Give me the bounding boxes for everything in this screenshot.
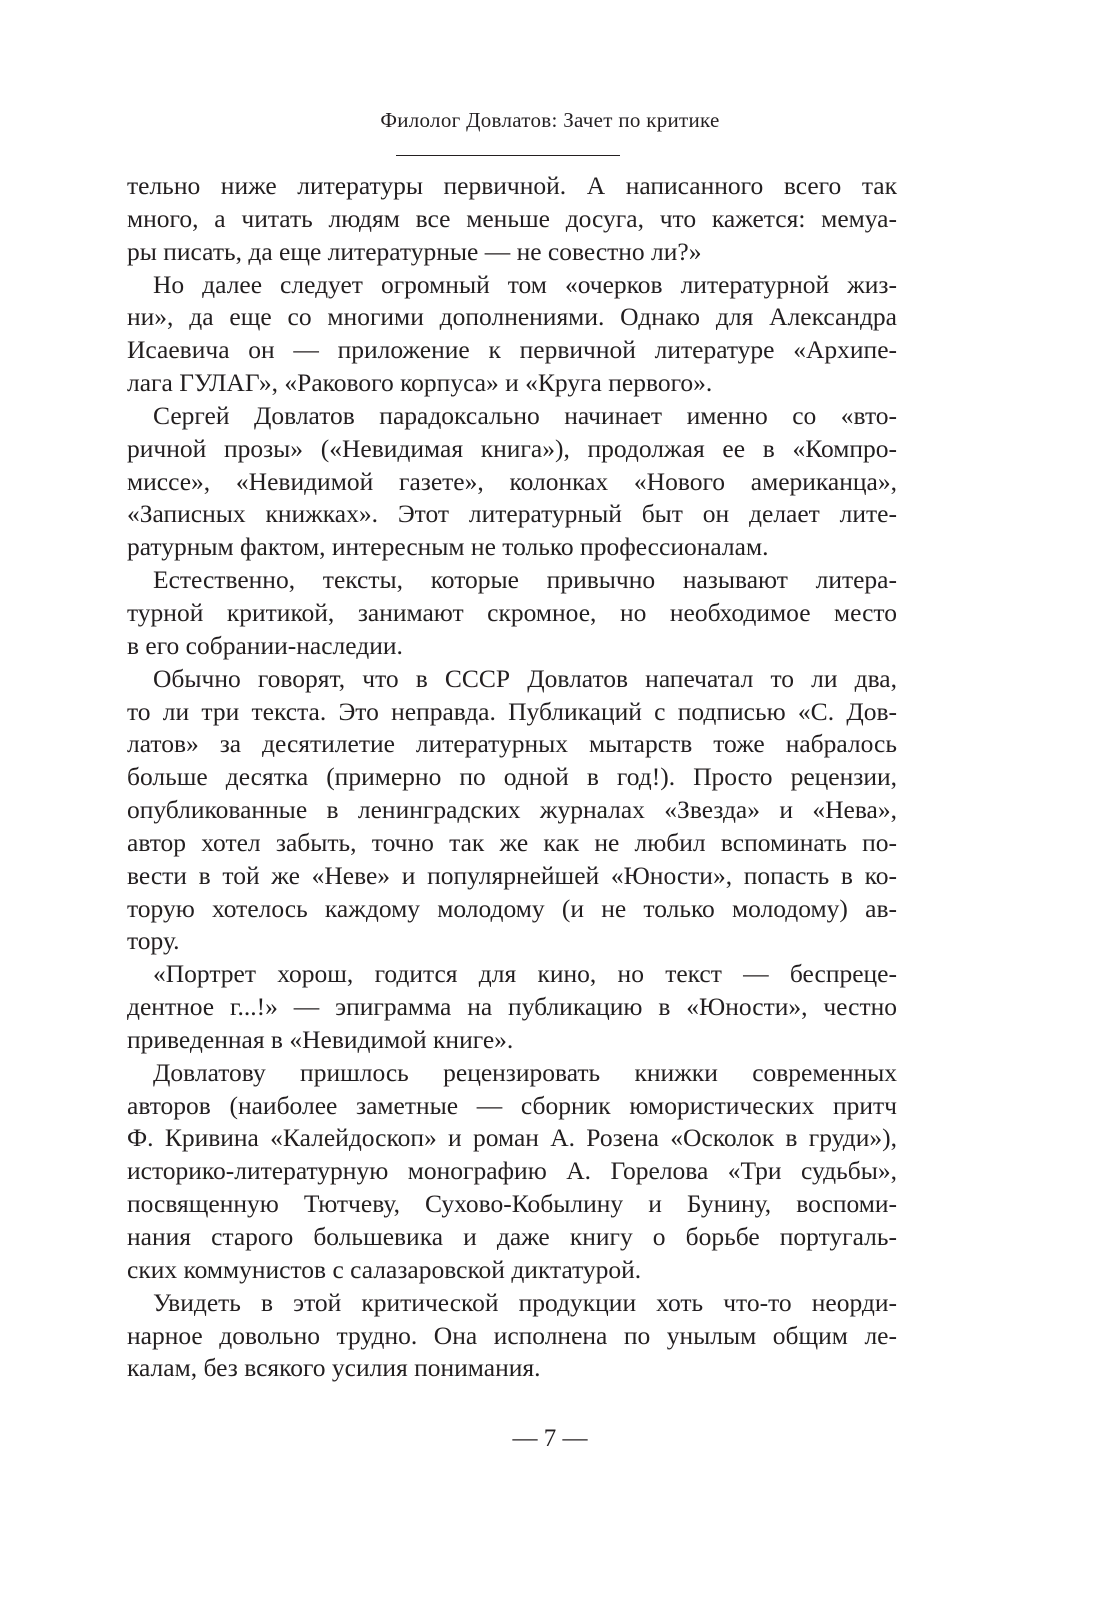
text-line: нания старого большевика и даже книгу о борьбе португаль- [127,1222,897,1251]
text-line: авторов (наиболее заметные — сборник юмористических притч [127,1090,897,1120]
text-line: ричной прозы» («Невидимая книга»), продолжая ее в «Компро- [127,433,897,463]
text-line: больше десятка (примерно по одной в год!). Просто рецензии, [127,762,897,792]
text-line: в его собрании-наследии. [127,630,403,660]
text-line: дентное г...!» — эпиграмма на публикацию в «Юности», честно [127,992,897,1022]
text-line: Ф. Кривина «Калейдоскоп» и роман А. Розена «Осколок в груди»), [127,1123,897,1153]
text-line: много, а читать людям все меньше досуга, что кажется: мемуа- [127,203,897,233]
text-line: посвященную Тютчеву, Сухово-Кобылину и Бунину, воспоми- [127,1189,897,1219]
text-line: Исаевича он — приложение к первичной литературе «Архипе- [127,335,897,365]
text-line: нарное довольно трудно. Она исполнена по унылым общим ле- [127,1320,897,1350]
running-header: Филолог Довлатов: Зачет по критике [380,108,720,132]
text-line: Довлатову пришлось рецензировать книжки современных [153,1057,897,1087]
text-line: турной критикой, занимают скромное, но необходимое место [127,597,897,627]
text-line: опубликованные в ленинградских журналах «Звезда» и «Нева», [127,795,897,825]
text-line: тору. [127,926,180,956]
text-line: приведенная в «Невидимой книге». [127,1024,514,1054]
text-line: ры писать, да еще литературные — не совестно ли?» [127,236,702,266]
header-divider [396,155,620,156]
text-line: Но далее следует огромный том «очерков литературной жиз- [153,269,897,299]
text-line: историко-литературную монографию А. Горелова «Три судьбы», [127,1156,897,1186]
text-line: вести в той же «Неве» и популярнейшей «Юности», попасть в ко- [127,860,897,890]
text-line: торую хотелось каждому молодому (и не только молодому) ав- [127,893,897,923]
text-line: «Портрет хорош, годится для кино, но текст — беспреце- [153,959,897,989]
text-line: латов» за десятилетие литературных мытарств тоже набралось [127,729,897,759]
text-line: Естественно, тексты, которые привычно называют литера- [153,565,897,595]
text-line: ни», да еще со многими дополнениями. Однако для Александра [127,302,897,332]
text-line: ских коммунистов с салазаровской диктатурой. [127,1254,642,1284]
text-line: лага ГУЛАГ», «Ракового корпуса» и «Круга первого». [127,368,713,398]
text-line: калам, без всякого усилия понимания. [127,1353,541,1383]
text-line: миссе», «Невидимой газете», колонках «Нового американца», [127,466,897,496]
text-line: автор хотел забыть, точно так же как не любил вспоминать по- [127,827,897,857]
text-line: тельно ниже литературы первичной. А написанного всего так [127,171,897,200]
text-line: то ли три текста. Это неправда. Публикаций с подписью «С. Дов- [127,696,897,726]
body-text [127,170,897,1385]
text-line: Увидеть в этой критической продукции хоть что-то неорди- [153,1287,897,1317]
text-line: Обычно говорят, что в СССР Довлатов напечатал то ли два, [153,663,897,693]
text-line: ратурным фактом, интересным не только профессионалам. [127,532,769,562]
page-number: — 7 — [512,1425,588,1452]
text-line: «Записных книжках». Этот литературный быт он делает лите- [127,499,897,529]
text-line: Сергей Довлатов парадоксально начинает именно со «вто- [153,400,897,430]
